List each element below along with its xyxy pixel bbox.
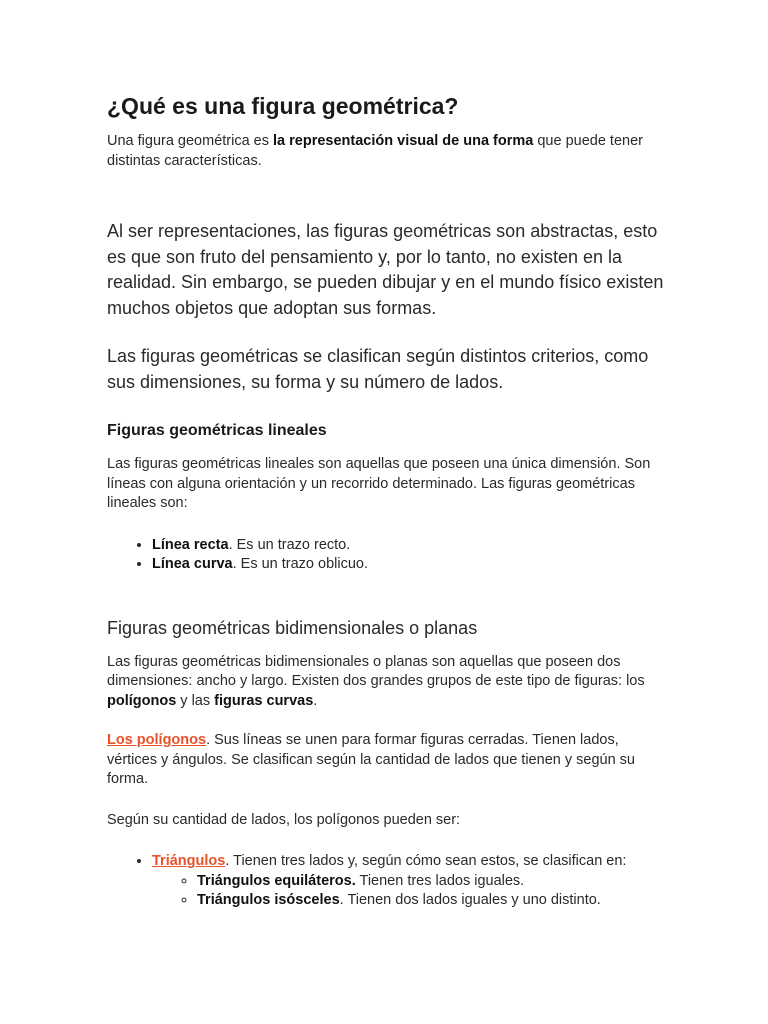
list-item: • Triángulos. Tienen tres lados y, según cómo sean estos, se clasifican en: ◦ Triángulos equiláteros. Tienen tres lados iguales. ◦ Triángulos isósceles. Tienen dos lados iguales y uno distinto. (152, 852, 667, 911)
paragraph-lineales: Las figuras geométricas lineales son aquellas que poseen una única dimensión. Son líneas con alguna orientación y un recorrido determinado. Las figuras geométricas lineales son: (107, 456, 651, 511)
list-item: • Línea curva. Es un trazo oblicuo. (152, 555, 667, 575)
poligonos-link[interactable]: Los polígonos (107, 732, 207, 748)
paragraph-poligonos: Los polígonos. Sus líneas se unen para formar figuras cerradas. Tienen lados, vértices y ángulos. Se clasifican según la cantidad de lados que tienen y según su forma. (107, 732, 635, 787)
list-item: ◦ Triángulos equiláteros. Tienen tres lados iguales. (197, 872, 667, 892)
large-paragraph-2: Las figuras geométricas se clasifican según distintos criterios, como sus dimensiones, su forma y su número de lados. (107, 346, 649, 392)
triangulos-link[interactable]: Triángulos (152, 853, 226, 869)
paragraph-planas: Las figuras geométricas bidimensionales o planas son aquellas que poseen dos dimensiones: ancho y largo. Existen dos grandes grupos de este tipo de figuras: los polígonos y las figuras curvas. (107, 653, 645, 709)
page-title: ¿Qué es una figura geométrica? (107, 93, 459, 119)
intro-bold: la representación visual de una forma (273, 133, 534, 149)
large-paragraph-1: Al ser representaciones, las figuras geométricas son abstractas, esto es que son fruto del pensamiento y, por lo tanto, no existen en la realidad. Sin embargo, se pueden dibujar y en el mundo físico existen muchos objetos que adoptan sus formas. (107, 221, 664, 318)
list-poligonos (107, 852, 667, 911)
document-page (107, 92, 667, 911)
list-item: • Línea recta. Es un trazo recto. (152, 536, 667, 556)
heading-lineales: Figuras geométricas lineales (107, 422, 327, 439)
list-triangulos (152, 872, 667, 911)
paragraph-segun: Según su cantidad de lados, los polígonos pueden ser: (107, 811, 461, 828)
heading-planas: Figuras geométricas bidimensionales o planas (107, 617, 478, 638)
list-item: ◦ Triángulos isósceles. Tienen dos lados iguales y uno distinto. (197, 891, 667, 911)
intro-paragraph: Una figura geométrica es la representación visual de una forma que puede tener distintas características. (107, 133, 643, 169)
list-lineales (107, 536, 667, 575)
